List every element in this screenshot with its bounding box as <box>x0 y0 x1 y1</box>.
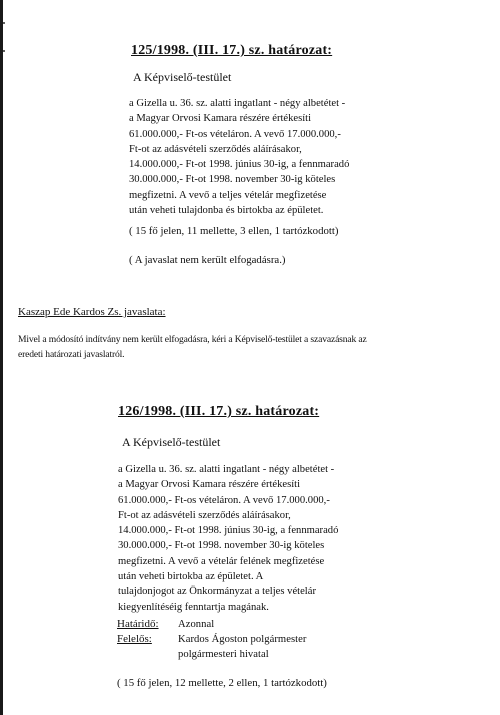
resolution-2-heading: A Képviselő-testület <box>122 435 221 449</box>
resolution-1-heading: A Képviselő-testület <box>133 70 232 84</box>
resolution-2-vote: ( 15 fő jelen, 12 mellette, 2 ellen, 1 tartózkodott) <box>117 677 327 689</box>
body-line: 30.000.000,- Ft-ot 1998. november 30-ig köteles <box>118 540 325 552</box>
body-line: a Magyar Orvosi Kamara részére értékesíti <box>118 479 301 491</box>
responsible-label: Felelős: <box>117 633 152 645</box>
responsible-line: Kardos Ágoston polgármester <box>178 634 307 645</box>
body-line: megfizetni. A vevő a teljes vételár megfizetése <box>129 189 327 201</box>
body-line: után veheti birtokba az épületet. A <box>118 571 264 583</box>
scan-edge <box>0 0 3 715</box>
body-line: a Magyar Orvosi Kamara részére értékesíti <box>129 113 312 125</box>
responsible-line: polgármesteri hivatal <box>178 649 269 660</box>
deadline-label: Határidő: <box>117 618 159 630</box>
body-line: 14.000.000,- Ft-ot 1998. június 30-ig, a fennmaradó <box>118 525 339 537</box>
body-line: a Gizella u. 36. sz. alatti ingatlant - négy albetétet - <box>118 464 335 475</box>
section-line: eredeti határozati javaslatról. <box>18 349 125 360</box>
body-line: megfizetni. A vevő a vételár felének megfizetése <box>118 555 325 567</box>
body-line: kiegyenlítéséig fenntartja magának. <box>118 601 269 613</box>
body-line: 61.000.000,- Ft-os vételáron. A vevő 17.000.000,- <box>118 494 330 506</box>
body-line: után veheti tulajdonba és birtokba az épületet. <box>129 205 324 217</box>
body-line: 30.000.000,- Ft-ot 1998. november 30-ig köteles <box>129 174 336 186</box>
resolution-1-note: ( A javaslat nem került elfogadásra.) <box>129 254 286 266</box>
resolution-1-vote: ( 15 fő jelen, 11 mellette, 3 ellen, 1 tartózkodott) <box>129 225 339 237</box>
body-line: Ft-ot az adásvételi szerződés aláírásakor, <box>129 143 302 155</box>
body-line: a Gizella u. 36. sz. alatti ingatlant - négy albetétet - <box>129 98 346 109</box>
scan-speck <box>3 50 5 52</box>
body-line: 14.000.000,- Ft-ot 1998. június 30-ig, a fennmaradó <box>129 159 350 171</box>
section-line: Mivel a módosító indítvány nem került elfogadásra, kéri a Képviselő-testület a szavazásnak az <box>18 334 367 345</box>
resolution-1-title: 125/1998. (III. 17.) sz. határozat: <box>131 43 333 58</box>
resolution-2-title: 126/1998. (III. 17.) sz. határozat: <box>118 404 320 419</box>
body-line: Ft-ot az adásvételi szerződés aláírásakor, <box>118 509 291 521</box>
scan-speck <box>3 22 5 24</box>
body-line: 61.000.000,- Ft-os vételáron. A vevő 17.000.000,- <box>129 128 341 140</box>
section-header: Kaszap Ede Kardos Zs. javaslata: <box>18 306 166 318</box>
resolution-1-body <box>129 96 379 218</box>
deadline-value: Azonnal <box>178 619 215 630</box>
resolution-2-body <box>118 462 380 615</box>
body-line: tulajdonjogot az Önkormányzat a teljes vételár <box>118 586 316 598</box>
